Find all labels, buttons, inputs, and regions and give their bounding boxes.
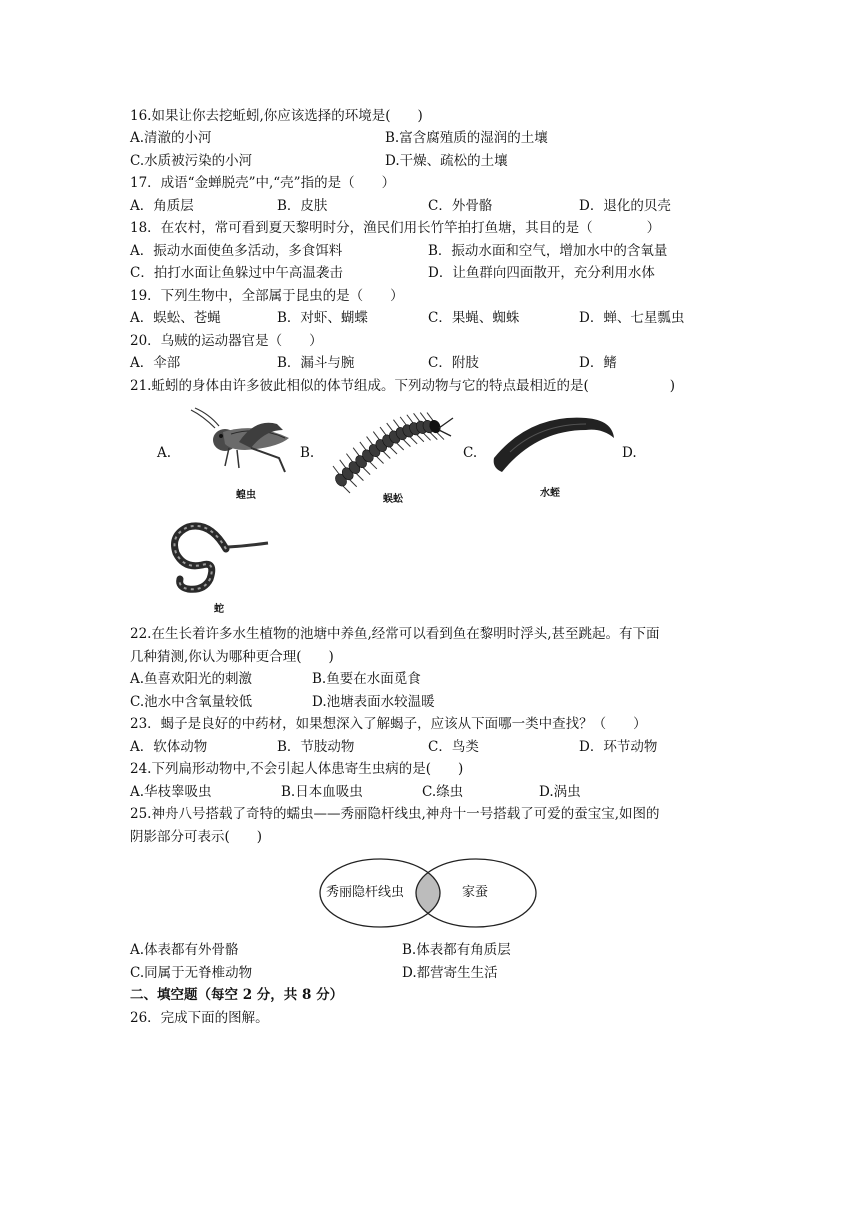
q19-option-b: B．对虾、蝴蝶 (277, 310, 368, 326)
q19-option-d: D．蝉、七星瓢虫 (579, 310, 685, 326)
q21-caption-b: 蜈蚣 (383, 494, 403, 505)
q19-option-c: C．果蝇、蜘蛛 (428, 310, 520, 326)
snake-icon (168, 517, 272, 593)
q18-option-b: B．振动水面和空气，增加水中的含氧量 (428, 243, 668, 259)
q18-option-d: D．让鱼群向四面散开，充分利用水体 (428, 265, 655, 281)
q25-stem-line2: 阴影部分可表示( ) (130, 829, 263, 845)
q24-stem: 24.下列扁形动物中,不会引起人体患寄生虫病的是( ) (130, 761, 464, 777)
q21-caption-c: 水蛭 (540, 488, 560, 499)
q21-letter-b: B. (300, 445, 315, 461)
q24-option-a: A.华枝睾吸虫 (130, 784, 212, 800)
venn-left-label: 秀丽隐杆线虫 (326, 885, 405, 900)
q17-option-b: B．皮肤 (277, 198, 328, 214)
q21-letter-d: D. (622, 445, 637, 461)
q19-option-a: A．蜈蚣、苍蝇 (130, 310, 221, 326)
q22-option-b: B.鱼要在水面觅食 (312, 671, 421, 687)
q16-option-c: C.水质被污染的小河 (130, 153, 253, 169)
q21-letter-c: C. (463, 445, 478, 461)
q24-option-c: C.绦虫 (422, 784, 464, 800)
q17-option-c: C．外骨骼 (428, 198, 493, 214)
q25-option-a: A.体表都有外骨骼 (130, 942, 239, 958)
q21-caption-d: 蛇 (214, 604, 224, 615)
grasshopper-icon (185, 408, 297, 480)
q20-stem: 20．乌贼的运动器官是（ ） (130, 333, 323, 349)
q19-stem: 19．下列生物中，全部属于昆虫的是（ ） (130, 288, 404, 304)
q23-stem: 23．蝎子是良好的中药材，如果想深入了解蝎子，应该从下面哪一类中查找？（ ） (130, 716, 647, 732)
q18-option-a: A．振动水面使鱼多活动，多食饵料 (130, 243, 343, 259)
q20-option-b: B．漏斗与腕 (277, 355, 355, 371)
q16-stem: 16.如果让你去挖蚯蚓,你应该选择的环境是( ) (130, 108, 423, 124)
q20-option-d: D．鳍 (579, 355, 617, 371)
q24-option-b: B.日本血吸虫 (281, 784, 363, 800)
centipede-body (333, 413, 444, 493)
q20-option-c: C．附肢 (428, 355, 479, 371)
q23-option-a: A．软体动物 (130, 739, 208, 755)
q23-option-c: C．鸟类 (428, 739, 479, 755)
q22-stem-line2: 几种猜测,你认为哪种更合理( ) (130, 649, 334, 665)
q16-option-d: D.干燥、疏松的土壤 (385, 153, 508, 169)
q22-option-d: D.池塘表面水较温暖 (312, 694, 435, 710)
leech-icon (490, 408, 620, 476)
venn-right-label: 家蚕 (462, 885, 489, 900)
q25-option-b: B.体表都有角质层 (402, 942, 511, 958)
q22-option-c: C.池水中含氧量较低 (130, 694, 253, 710)
q17-option-a: A．角质层 (130, 198, 194, 214)
q23-option-b: B．节肢动物 (277, 739, 355, 755)
q24-option-d: D.涡虫 (539, 784, 581, 800)
q16-option-a: A.清澈的小河 (130, 130, 212, 146)
centipede-icon (327, 408, 455, 490)
q21-letter-a: A. (157, 445, 172, 461)
q18-stem: 18．在农村，常可看到夏天黎明时分，渔民们用长竹竿拍打鱼塘，其目的是（ ） (130, 220, 661, 236)
q22-stem-line1: 22.在生长着许多水生植物的池塘中养鱼,经常可以看到鱼在黎明时浮头,甚至跳起。有下面 (130, 626, 660, 642)
q17-option-d: D．退化的贝壳 (579, 198, 671, 214)
q25-option-d: D.都营寄生生活 (402, 965, 498, 981)
q16-option-b: B.富含腐殖质的湿润的土壤 (385, 130, 548, 146)
q26-stem: 26．完成下面的图解。 (130, 1010, 269, 1026)
q25-option-c: C.同属于无脊椎动物 (130, 965, 253, 981)
q18-option-c: C．拍打水面让鱼躲过中午高温袭击 (130, 265, 343, 281)
q22-option-a: A.鱼喜欢阳光的刺激 (130, 671, 253, 687)
q25-stem-line1: 25.神舟八号搭载了奇特的蠕虫——秀丽隐杆线虫,神舟十一号搭载了可爱的蚕宝宝,如图的 (130, 806, 660, 822)
q20-option-a: A．伞部 (130, 355, 181, 371)
q23-option-d: D．环节动物 (579, 739, 658, 755)
q17-stem: 17．成语“金蝉脱壳”中,“壳”指的是（ ） (130, 175, 396, 191)
section-two-title: 二、填空题（每空 2 分，共 8 分） (130, 987, 344, 1003)
q21-stem: 21.蚯蚓的身体由许多彼此相似的体节组成。下列动物与它的特点最相近的是( ) (130, 378, 676, 394)
q21-caption-a: 蝗虫 (236, 490, 256, 501)
